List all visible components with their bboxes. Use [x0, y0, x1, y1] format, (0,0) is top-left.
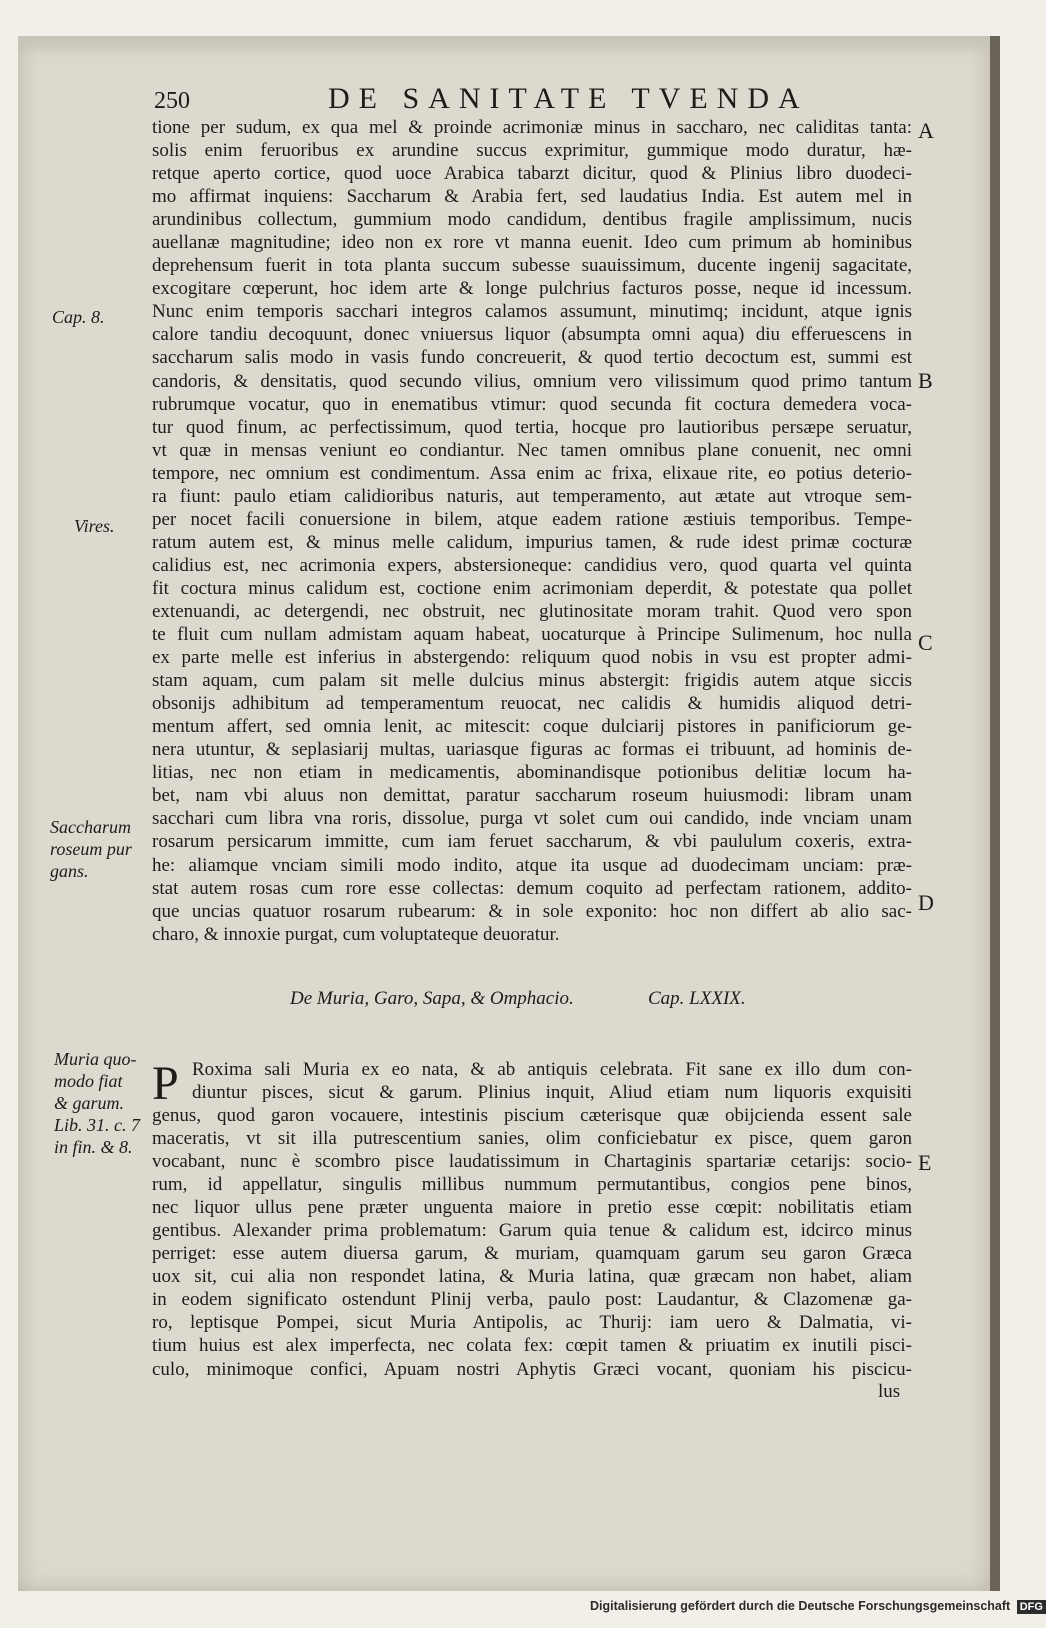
text-line: Roxima sali Muria ex eo nata, & ab antiquis celebrata. Fit sane ex illo dum con- — [192, 1059, 912, 1080]
side-letter-e: E — [918, 1150, 932, 1175]
text-line: stam aquam, cum palam sit melle dulcius minus abstergit: frigidis autem atque siccis — [152, 670, 912, 692]
text-line: tempore, nec omnium est condimentum. Assa enim ac frixa, elixaue rite, eo potius deterio- — [152, 462, 912, 484]
drop-cap: P — [152, 1057, 179, 1110]
margin-note-saccharum — [50, 816, 132, 882]
side-letter-d: D — [918, 890, 934, 915]
text-line: maceratis, vt sit illa putrescentium sanies, olim conficiebatur ex pisce, quem garon — [152, 1128, 912, 1150]
chapter-title: De Muria, Garo, Sapa, & Omphacio. — [290, 988, 574, 1009]
chapter-heading — [290, 988, 870, 1018]
body-text-section-1 — [152, 116, 912, 946]
text-line: culo, minimoque confici, Apuam nostri Aphytis Græci vocant, quoniam his piscicu- — [152, 1358, 912, 1380]
page-edge — [990, 36, 1000, 1591]
text-line: vocabant, nunc è scombro pisce laudatissimum in Chartaginis spartariæ cetarijs: socio- — [152, 1151, 912, 1173]
text-line: bet, nam vbi aluus non demittat, paratur saccharum roseum huiusmodi: libram unam — [152, 785, 912, 807]
catchword-box — [878, 1380, 918, 1403]
margin-note-line: Saccharum — [50, 817, 131, 837]
text-line: tur quod finum, ac perfectissimum, quod tertia, hocque pro lautioribus persæpe seruatur, — [152, 416, 912, 438]
text-line: te fluit cum nullam admistam aquam habeat, uocaturque à Principe Sulimenum, hoc nulla — [152, 624, 912, 646]
body-text-section-2 — [152, 1104, 912, 1381]
side-letter-c: C — [918, 630, 933, 655]
margin-note-line: modo fiat — [54, 1071, 123, 1091]
text-line: obsonijs adhibitum ad temperamentum reuocat, nec calidis & humidis aliquod detri- — [152, 693, 912, 715]
text-line: auellanæ magnitudine; ideo non ex rore vt manna euenit. Ideo cum primum ab hominibus — [152, 232, 912, 254]
text-line: retque aperto cortice, quod uoce Arabica tabarzt dicitur, quod & Plinius libro duodeci- — [152, 163, 912, 185]
text-line: mentum affert, sed omnia lenit, ac mitescit: coque dulciarij pistores in panificiorum ge- — [152, 716, 912, 738]
text-line: nec liquor ullus pene præter unguenta maiore in pretio esse cœpit: nobilitatis etiam — [152, 1197, 912, 1219]
text-line: Nunc enim temporis sacchari integros calamos assumunt, minutimq; incidunt, atque ignis — [152, 301, 912, 323]
text-line: calore tandiu decoquunt, donec vniuersus liquor (absumpta omni aqua) diu efferuescens in — [152, 324, 912, 346]
margin-note-line: & garum. — [54, 1093, 125, 1113]
margin-note-line: Vires. — [74, 516, 115, 536]
dfg-logo: DFG — [1017, 1600, 1046, 1614]
text-line: vt quæ in mensas veniunt eo condiantur. Nec tamen omnibus plane conuenit, nec omni — [152, 439, 912, 461]
text-line: charo, & innoxie purgat, cum voluptateque deuoratur. — [152, 923, 560, 945]
text-line: uox sit, cui alia non respondet latina, & Muria latina, quæ græcam non habet, aliam — [152, 1266, 912, 1288]
text-line: deprehensum fuerit in tota planta succum subesse suauissimum, ducente ingenij sagacitate, — [152, 255, 912, 277]
catchword: lus — [878, 1381, 901, 1402]
margin-note-vires — [74, 515, 115, 537]
margin-note-muria — [54, 1048, 140, 1158]
text-line: ro, leptisque Pompei, sicut Muria Antipolis, ac Thurij: iam uero & Dalmatia, vi- — [152, 1312, 912, 1334]
text-line: perriget: esse autem diuersa garum, & muriam, quamquam garum seu garon Græca — [152, 1243, 912, 1265]
page-header — [150, 82, 890, 120]
text-line: diuntur pisces, sicut & garum. Plinius inquit, Aliud etiam num liquoris exquisiti — [192, 1082, 912, 1104]
text-line: solis enim feruoribus ex arundine succus exprimitur, gummique modo duratur, hæ- — [152, 140, 912, 162]
side-letter-b: B — [918, 368, 933, 393]
body-text-section-2-indented — [192, 1058, 912, 1104]
margin-note-line: Cap. 8. — [52, 307, 105, 327]
text-line: ex parte melle est inferius in abstergendo: reliquum quod nobis in vsu est propter admi- — [152, 647, 912, 669]
text-line: calidius est, nec acrimonia expers, abstersioneque: candidius vero, quod quarta vel quinta — [152, 554, 912, 576]
page-number: 250 — [154, 88, 190, 114]
text-line: ra fiunt: paulo etiam calidioribus naturis, aut temperamento, aut ætate aut vtroque sem- — [152, 485, 912, 507]
margin-note-line: Lib. 31. c. 7 — [54, 1115, 141, 1135]
text-line: gentibus. Alexander prima problematum: Garum quia tenue & calidum est, idcirco minus — [152, 1220, 912, 1242]
text-line: arundinibus collectum, gummium modo candidum, dentibus fragile amplissimum, nucis — [152, 209, 912, 231]
text-line: fit coctura minus calidum est, coctione enim acrimoniam deperdit, & potestate qua pollet — [152, 577, 912, 599]
text-line: genus, quod garon vocauere, intestinis piscium cæterisque quæ obijcienda essent sale — [152, 1105, 912, 1126]
footer-credit — [590, 1599, 1043, 1619]
text-line: mo affirmat inquiens: Saccharum & Arabia fert, sed laudatius India. Est autem mel in — [152, 186, 912, 208]
text-line: per nocet facili conuersione in bilem, atque eadem ratione æstiuis temporibus. Tempe- — [152, 508, 912, 530]
running-title: DE SANITATE TVENDA — [328, 82, 809, 115]
text-line: in eodem significato ostendunt Plinij verba, paulo post: Laudantur, & Clazomenæ ga- — [152, 1289, 912, 1311]
text-line: rubrumque vocatur, quo in enematibus vtimur: quod secunda fit coctura demedera voca- — [152, 393, 912, 415]
text-line: tione per sudum, ex qua mel & proinde acrimoniæ minus in saccharo, nec caliditas tanta: — [152, 117, 912, 138]
text-line: stat autem rosas cum rore esse collectas: demum coquito ad perfectam rationem, addito- — [152, 877, 912, 899]
text-line: extenuandi, ac detergendi, nec obstruit, nec glutinositate moram trahit. Quod vero spon — [152, 600, 912, 622]
margin-note-line: roseum pur — [50, 839, 132, 859]
text-line: litias, nec non etiam in medicamentis, abominandisque potionibus delitiæ locum ha- — [152, 762, 912, 784]
text-line: tium huius est alex imperfecta, nec colata fex: cœpit tamen & priuatim ex inutili pisci- — [152, 1335, 912, 1357]
margin-note-line: gans. — [50, 861, 89, 881]
side-letter-a: A — [918, 118, 934, 143]
margin-note-line: in fin. & 8. — [54, 1137, 133, 1157]
text-line: excogitare cœperunt, hoc idem arte & longe pulchrius facturos posse, neque id incessum. — [152, 278, 912, 300]
text-line: rosarum persicarum immitte, cum iam feruet saccharum, & vbi paululum coxeris, extra- — [152, 831, 912, 853]
text-line: rum, id appellatur, singulis millibus nummum permutantibus, congios pene binos, — [152, 1174, 912, 1196]
text-line: ratum autem est, & minus melle calidum, impurius tamen, & rude idest primæ cocturæ — [152, 531, 912, 553]
text-line: sacchari cum libra vna roris, dissolue, purga vt solet cum oui candido, inde vnciam unam — [152, 808, 912, 830]
text-line: saccharum salis modo in vasis fundo concreuerit, & quod tertio decoctum est, summi est — [152, 347, 912, 369]
text-line: que uncias quatuor rosarum rubearum: & in sole exponito: hoc non differt ab alio sac- — [152, 900, 912, 922]
footer-credit-text: Digitalisierung gefördert durch die Deutsche Forschungsgemeinschaft — [590, 1599, 1011, 1613]
page-top-shadow — [18, 36, 990, 56]
margin-note-line: Muria quo- — [54, 1049, 137, 1069]
chapter-number: Cap. LXXIX. — [648, 988, 746, 1009]
text-line: candoris, & densitatis, quod secundo vilius, omnium vero vilissimum quod primo tantum — [152, 370, 912, 392]
margin-note-cap8 — [52, 306, 105, 328]
text-line: he: aliamque vnciam simili modo indito, atque ita usque ad duodecimam unciam: præ- — [152, 854, 912, 876]
text-line: nera utuntur, & seplasiarij multas, uariasque figuras ac formas ei tribuunt, ad hominis de- — [152, 739, 912, 761]
